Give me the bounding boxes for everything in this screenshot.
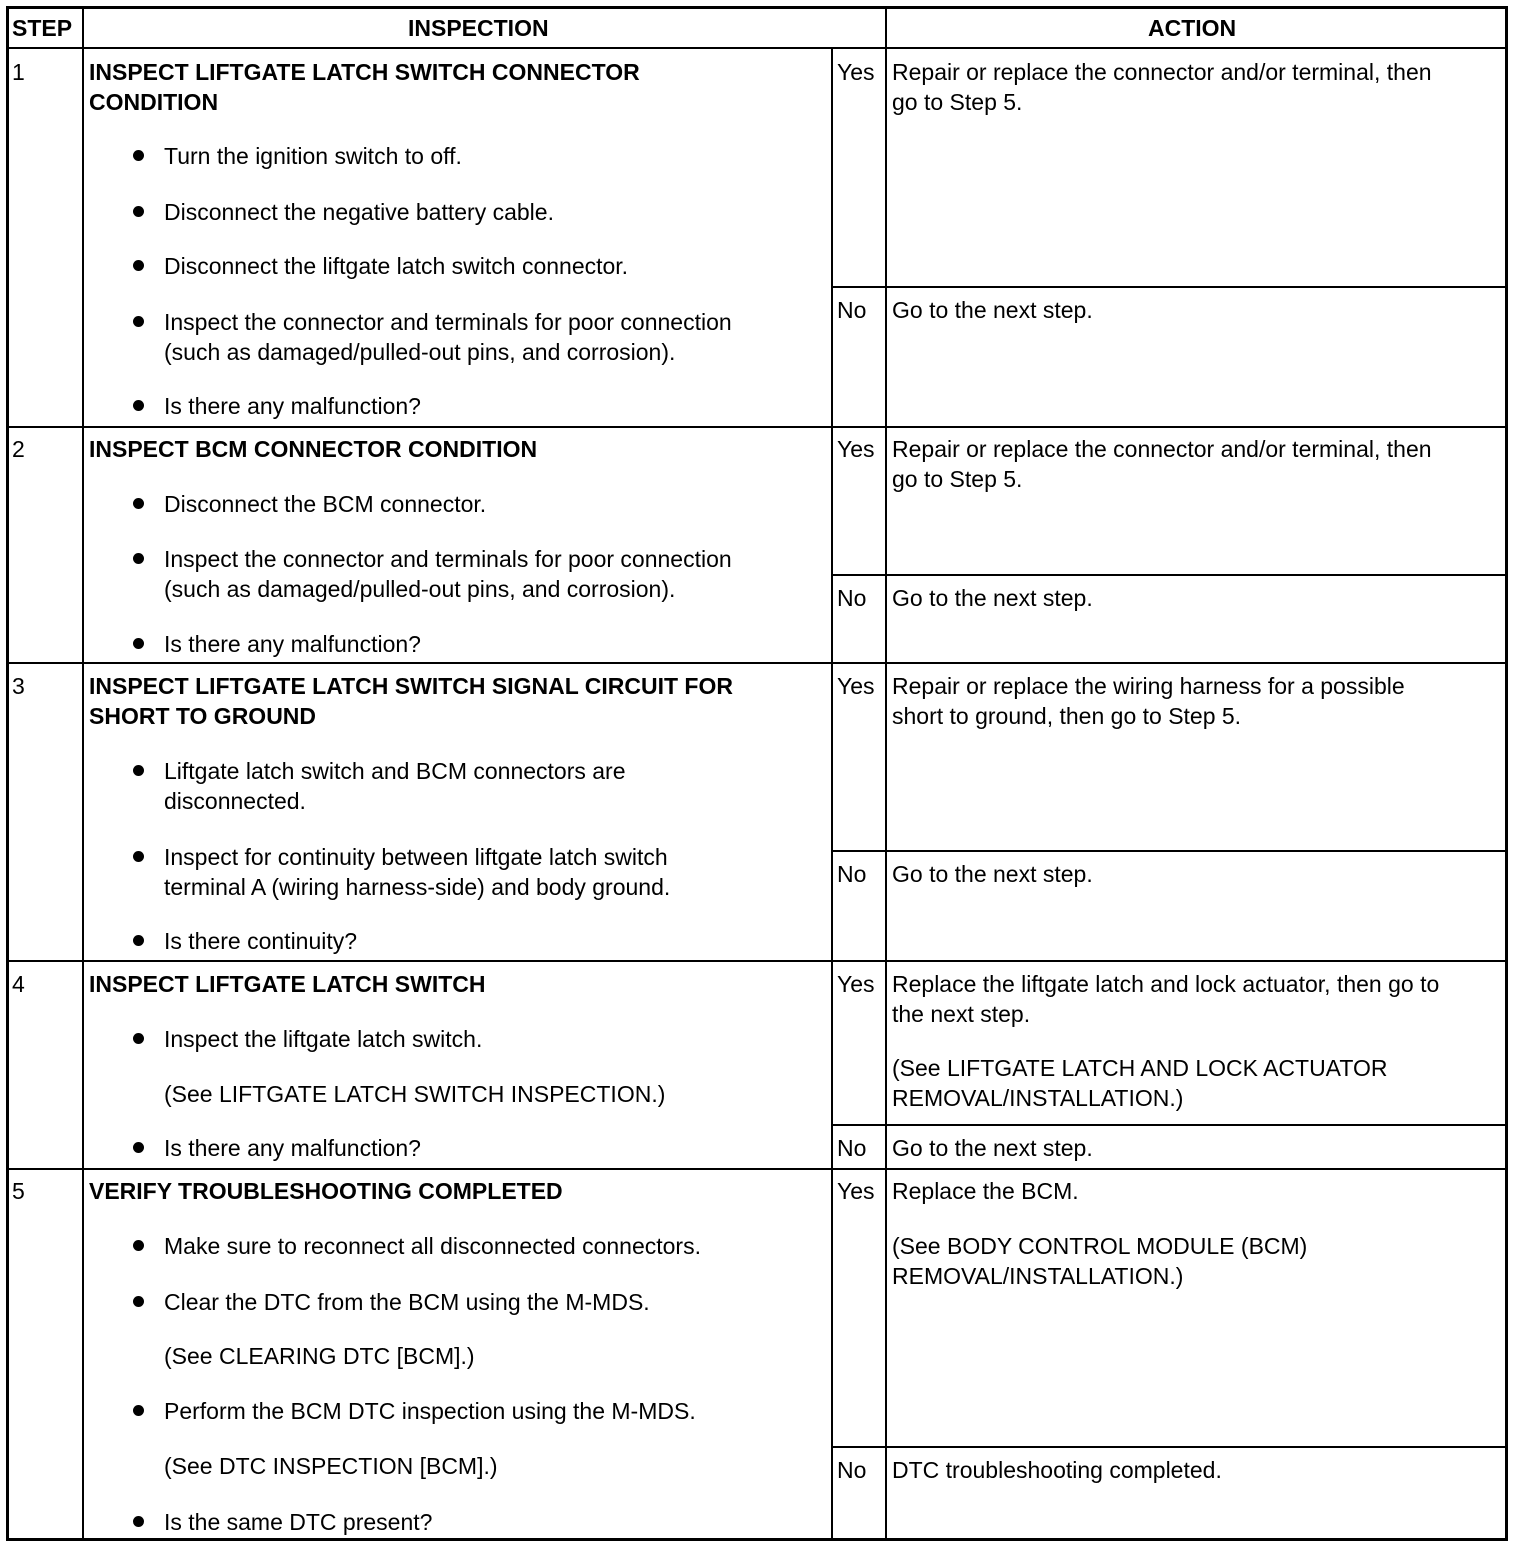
reference-note: (See LIFTGATE LATCH SWITCH INSPECTION.): [164, 1081, 666, 1107]
step-title: INSPECT LIFTGATE LATCH SWITCH CONNECTOR: [89, 59, 640, 85]
yes-no-divider: [832, 1124, 1508, 1126]
bullet-icon: [133, 1516, 144, 1527]
no-label: No: [837, 1457, 867, 1483]
row-divider: [6, 960, 1508, 962]
no-action: DTC troubleshooting completed.: [892, 1457, 1222, 1483]
yes-action: Replace the liftgate latch and lock actuator, then go to: [892, 971, 1440, 997]
yes-no-divider: [832, 286, 1508, 288]
bullet-icon: [133, 935, 144, 946]
reference-note: REMOVAL/INSTALLATION.): [892, 1263, 1184, 1289]
yes-label: Yes: [837, 59, 875, 85]
step-number: 5: [12, 1178, 25, 1204]
bullet-icon: [133, 206, 144, 217]
inspection-item: terminal A (wiring harness-side) and body ground.: [164, 874, 671, 900]
step-number: 4: [12, 971, 25, 997]
bullet-icon: [133, 150, 144, 161]
inspection-item: Is there any malfunction?: [164, 631, 421, 657]
column-divider: [831, 48, 833, 1541]
header-step: STEP: [12, 15, 73, 41]
inspection-item: Turn the ignition switch to off.: [164, 143, 462, 169]
yes-action: go to Step 5.: [892, 89, 1023, 115]
header-inspection: INSPECTION: [408, 15, 549, 41]
bullet-icon: [133, 765, 144, 776]
bullet-icon: [133, 1033, 144, 1044]
bullet-icon: [133, 638, 144, 649]
step-title: INSPECT LIFTGATE LATCH SWITCH: [89, 971, 486, 997]
bullet-icon: [133, 498, 144, 509]
reference-note: (See BODY CONTROL MODULE (BCM): [892, 1233, 1308, 1259]
inspection-item: Liftgate latch switch and BCM connectors are: [164, 758, 626, 784]
inspection-item: Inspect the connector and terminals for poor connection: [164, 309, 732, 335]
reference-note: (See CLEARING DTC [BCM].): [164, 1343, 475, 1369]
yes-action: go to Step 5.: [892, 466, 1023, 492]
inspection-item: Perform the BCM DTC inspection using the M-MDS.: [164, 1398, 696, 1424]
yes-action: the next step.: [892, 1001, 1031, 1027]
step-title: SHORT TO GROUND: [89, 703, 317, 729]
inspection-item: Is there any malfunction?: [164, 393, 421, 419]
inspection-item: Clear the DTC from the BCM using the M-MDS.: [164, 1289, 650, 1315]
no-action: Go to the next step.: [892, 297, 1093, 323]
yes-action: Repair or replace the wiring harness for a possible: [892, 673, 1405, 699]
bullet-icon: [133, 1240, 144, 1251]
column-divider: [885, 6, 887, 1541]
yes-action: Repair or replace the connector and/or terminal, then: [892, 59, 1432, 85]
reference-note: (See DTC INSPECTION [BCM].): [164, 1453, 498, 1479]
yes-label: Yes: [837, 1178, 875, 1204]
reference-note: (See LIFTGATE LATCH AND LOCK ACTUATOR: [892, 1055, 1388, 1081]
inspection-item: Inspect the liftgate latch switch.: [164, 1026, 483, 1052]
row-divider: [6, 47, 1508, 49]
bullet-icon: [133, 1142, 144, 1153]
bullet-icon: [133, 400, 144, 411]
no-label: No: [837, 861, 867, 887]
reference-note: REMOVAL/INSTALLATION.): [892, 1085, 1184, 1111]
inspection-item: Disconnect the negative battery cable.: [164, 199, 554, 225]
yes-no-divider: [832, 574, 1508, 576]
yes-action: Replace the BCM.: [892, 1178, 1079, 1204]
no-action: Go to the next step.: [892, 585, 1093, 611]
bullet-icon: [133, 553, 144, 564]
no-action: Go to the next step.: [892, 861, 1093, 887]
step-number: 1: [12, 59, 25, 85]
yes-label: Yes: [837, 971, 875, 997]
no-label: No: [837, 1135, 867, 1161]
bullet-icon: [133, 1296, 144, 1307]
step-title: INSPECT BCM CONNECTOR CONDITION: [89, 436, 538, 462]
step-title: VERIFY TROUBLESHOOTING COMPLETED: [89, 1178, 563, 1204]
bullet-icon: [133, 260, 144, 271]
inspection-item: Make sure to reconnect all disconnected connectors.: [164, 1233, 701, 1259]
step-title: INSPECT LIFTGATE LATCH SWITCH SIGNAL CIRCUIT FOR: [89, 673, 733, 699]
bullet-icon: [133, 1405, 144, 1416]
row-divider: [6, 1168, 1508, 1170]
inspection-item: Disconnect the liftgate latch switch connector.: [164, 253, 629, 279]
yes-label: Yes: [837, 673, 875, 699]
yes-label: Yes: [837, 436, 875, 462]
inspection-item: (such as damaged/pulled-out pins, and corrosion).: [164, 339, 676, 365]
row-divider: [6, 426, 1508, 428]
inspection-item: Is there any malfunction?: [164, 1135, 421, 1161]
step-number: 3: [12, 673, 25, 699]
column-divider: [82, 6, 84, 1541]
inspection-item: Inspect for continuity between liftgate latch switch: [164, 844, 668, 870]
yes-action: Repair or replace the connector and/or terminal, then: [892, 436, 1432, 462]
inspection-item: (such as damaged/pulled-out pins, and corrosion).: [164, 576, 676, 602]
step-number: 2: [12, 436, 25, 462]
bullet-icon: [133, 316, 144, 327]
no-action: Go to the next step.: [892, 1135, 1093, 1161]
row-divider: [6, 662, 1508, 664]
inspection-item: Inspect the connector and terminals for poor connection: [164, 546, 732, 572]
header-action: ACTION: [1148, 15, 1237, 41]
no-label: No: [837, 585, 867, 611]
inspection-item: Is the same DTC present?: [164, 1509, 433, 1535]
yes-action: short to ground, then go to Step 5.: [892, 703, 1242, 729]
yes-no-divider: [832, 850, 1508, 852]
no-label: No: [837, 297, 867, 323]
inspection-item: Disconnect the BCM connector.: [164, 491, 487, 517]
inspection-item: Is there continuity?: [164, 928, 358, 954]
bullet-icon: [133, 851, 144, 862]
step-title: CONDITION: [89, 89, 219, 115]
yes-no-divider: [832, 1446, 1508, 1448]
inspection-item: disconnected.: [164, 788, 306, 814]
